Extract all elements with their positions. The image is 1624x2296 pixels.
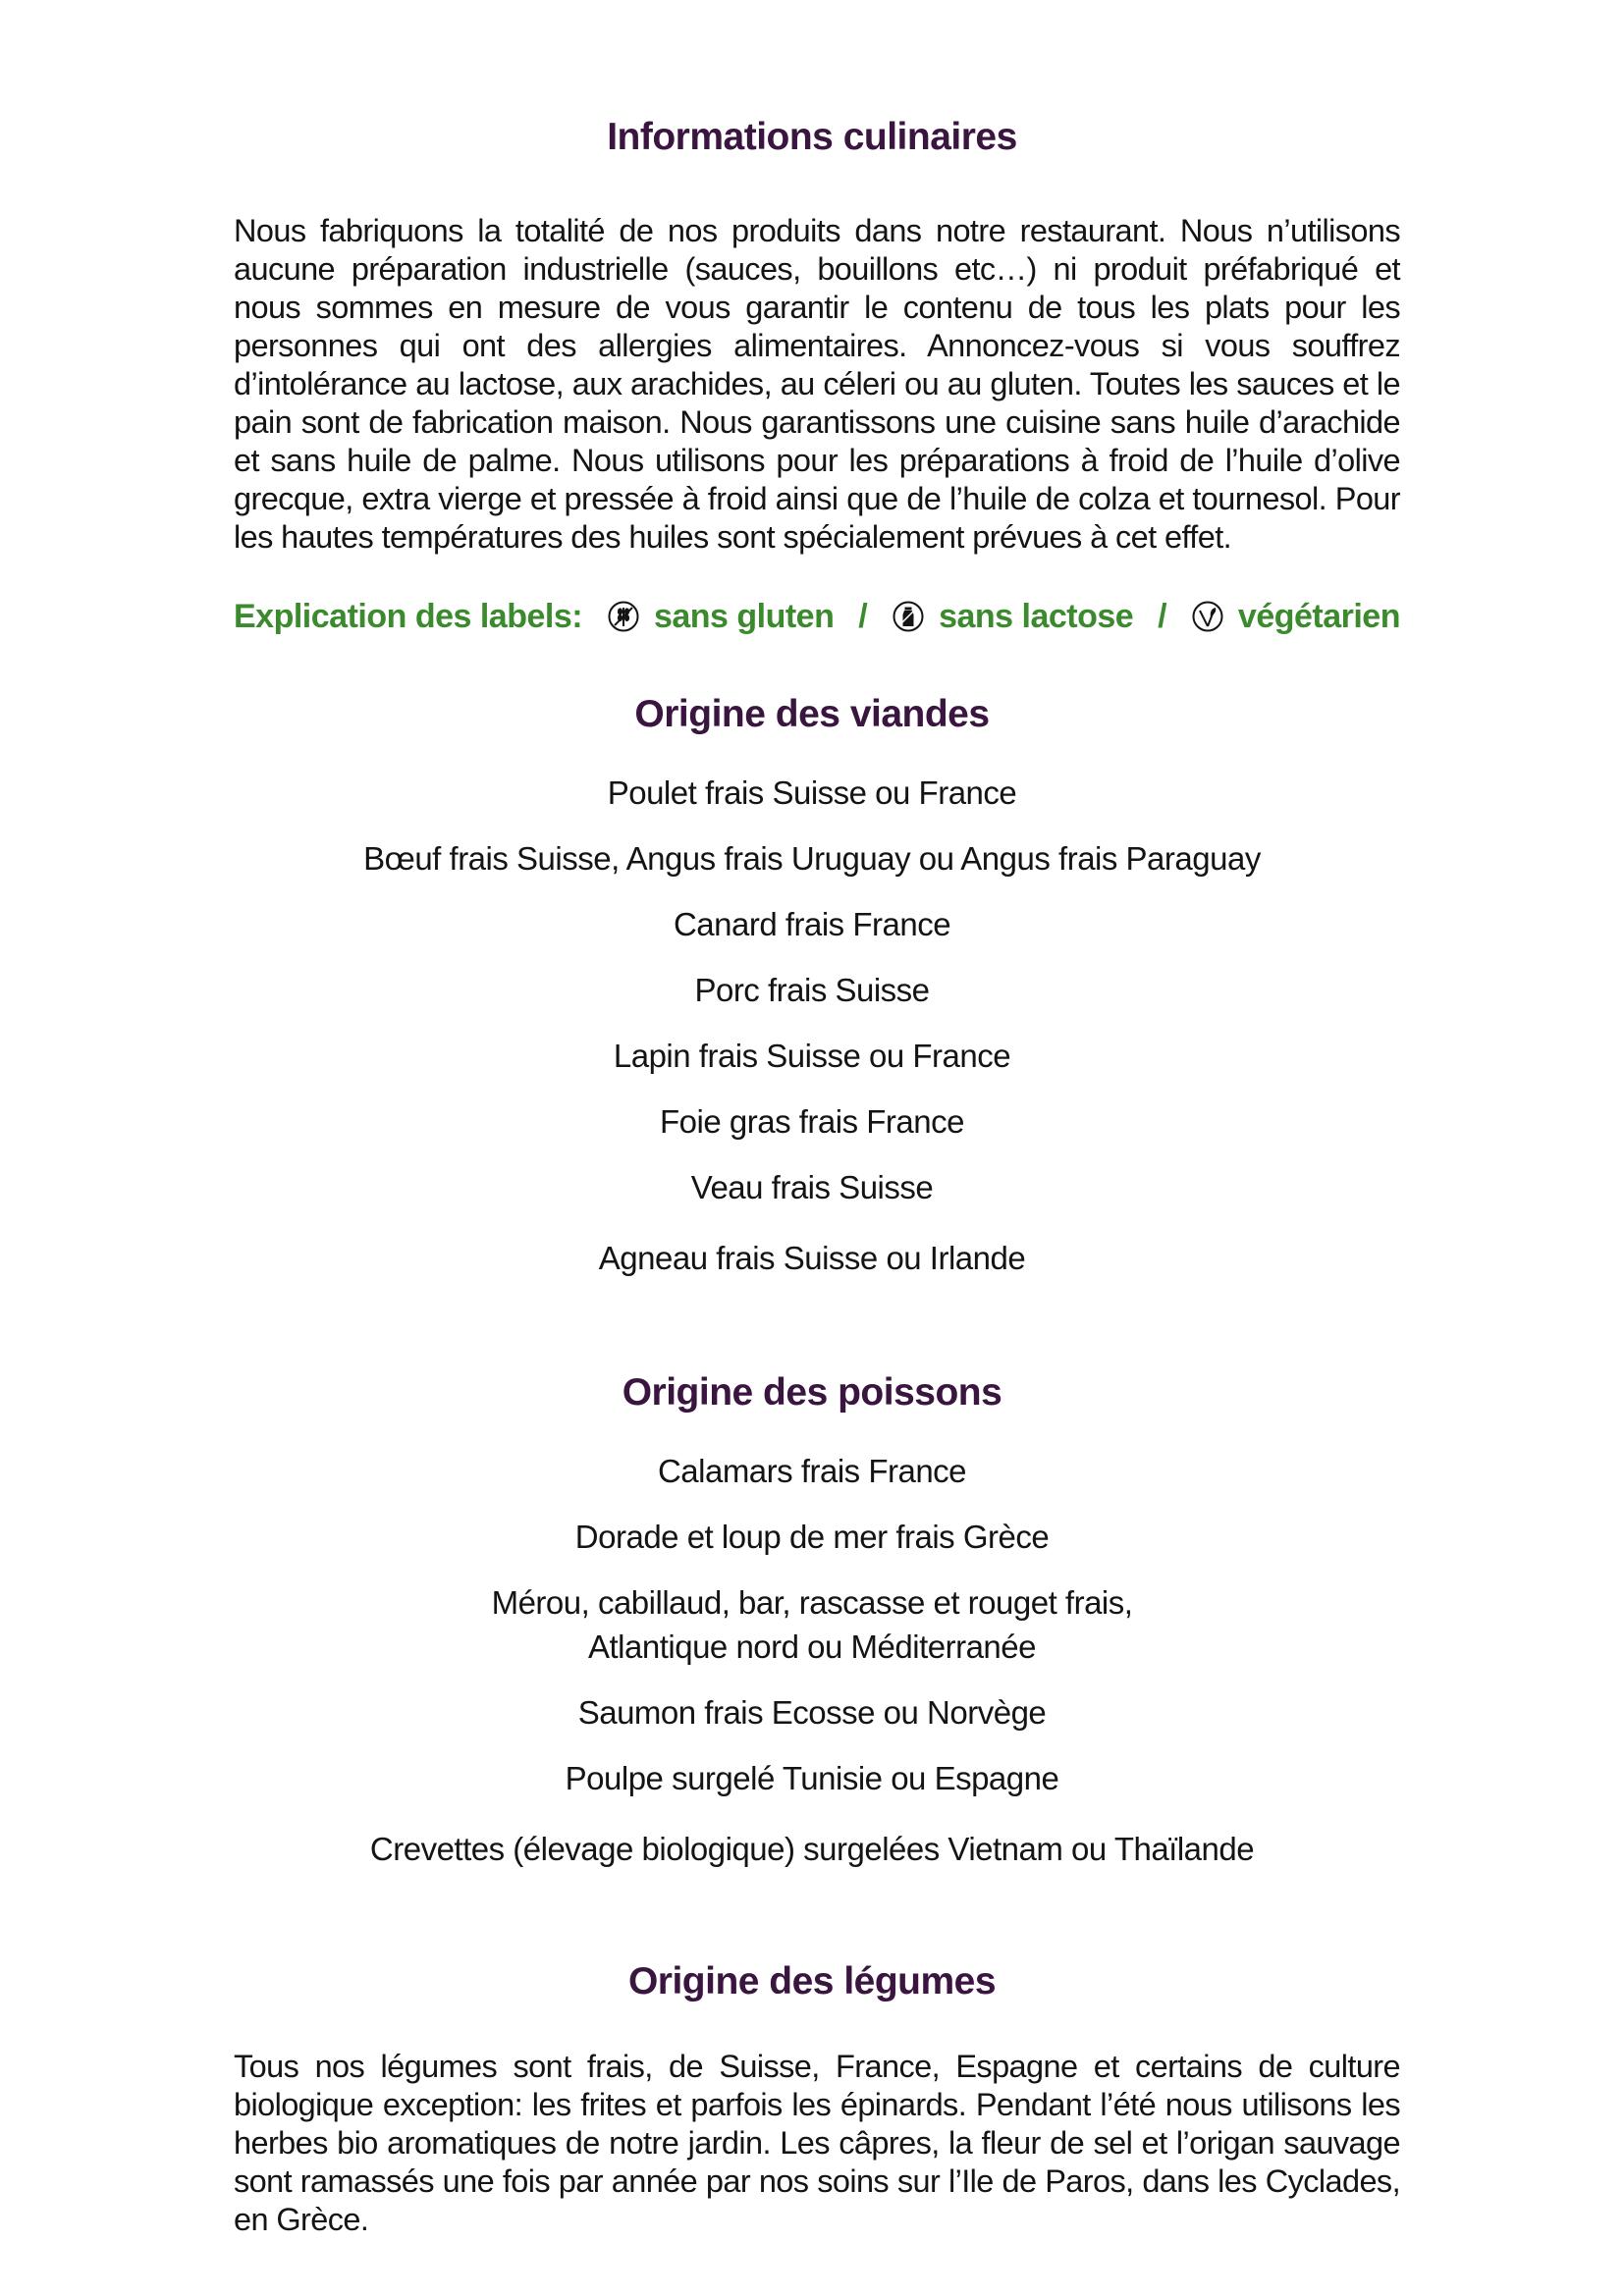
list-item: Atlantique nord ou Méditerranée (588, 1629, 1036, 1665)
list-item: Crevettes (élevage biologique) surgelées Vietnam ou Thaïlande (369, 1831, 1255, 1867)
list-item: Foie gras frais France (660, 1103, 964, 1140)
list-item: Saumon frais Ecosse ou Norvège (577, 1694, 1047, 1731)
list-item: Veau frais Suisse (690, 1169, 934, 1205)
list-item: Dorade et loup de mer frais Grèce (574, 1519, 1050, 1555)
list-item: Agneau frais Suisse ou Irlande (598, 1240, 1026, 1276)
label-vegetarian-text: végétarien (1237, 597, 1400, 635)
list-item: Calamars frais France (657, 1453, 967, 1489)
list-item: Bœuf frais Suisse, Angus frais Uruguay ou Angus frais Paraguay (363, 840, 1261, 877)
list-item: Poulpe surgelé Tunisie ou Espagne (565, 1760, 1059, 1796)
label-vegetarian (1191, 598, 1400, 636)
label-separator: / (1158, 597, 1167, 635)
label-lactose-text: sans lactose (939, 597, 1134, 635)
label-separator: / (858, 597, 868, 635)
culinary-title: Informations culinaires (607, 116, 1017, 158)
list-item: Lapin frais Suisse ou France (613, 1038, 1011, 1074)
list-item: Porc frais Suisse (694, 972, 930, 1008)
list-item: Canard frais France (673, 906, 951, 942)
vegetables-title: Origine des légumes (627, 1960, 997, 2002)
lactose-free-icon (892, 600, 925, 633)
list-item: Mérou, cabillaud, bar, rascasse et rouget frais, (491, 1584, 1133, 1621)
fish-title: Origine des poissons (622, 1371, 1002, 1414)
culinary-text: Nous fabriquons la totalité de nos produits dans notre restaurant. Nous n’utilisons aucune préparation industrielle (sauces, bouillons etc…) ni produit préfabriqué et nous sommes en mesure de vous garantir le contenu de tous les plats pour les personnes qui ont des allergies alimentaires. Annoncez-vous si vous souffrez d’intolérance au lactose, aux arachides, au céleri ou au gluten. Toutes les sauces et le pain sont de fabrication maison. Nous garantissons une cuisine sans huile d’arachide et sans huile de palme. Nous utilisons pour les préparations à froid de l’huile d’olive grecque, extra vierge et pressée à froid ainsi que de l’huile de colza et tournesol. Pour les hautes températures des huiles sont spécialement prévues à cet effet. (234, 213, 1400, 555)
label-gluten-text: sans gluten (653, 597, 835, 635)
gluten-free-icon (607, 600, 640, 633)
vegetarian-leaf-icon (1191, 600, 1224, 633)
meat-title: Origine des viandes (634, 693, 990, 735)
label-gluten-free (607, 598, 834, 636)
labels-legend (234, 593, 1400, 640)
label-lactose-free (892, 598, 1133, 636)
vegetables-text: Tous nos légumes sont frais, de Suisse, France, Espagne et certains de culture biologique exception: les frites et parfois les épinards. Pendant l’été nous utilisons les herbes bio aromatiques de notre jardin. Les câpres, la fleur de sel et l’origan sauvage sont ramassés une fois par année par nos soins sur l’Ile de Paros, dans les Cyclades, en Grèce. (234, 2049, 1400, 2237)
labels-heading: Explication des labels: (234, 597, 583, 635)
list-item: Poulet frais Suisse ou France (607, 774, 1017, 811)
